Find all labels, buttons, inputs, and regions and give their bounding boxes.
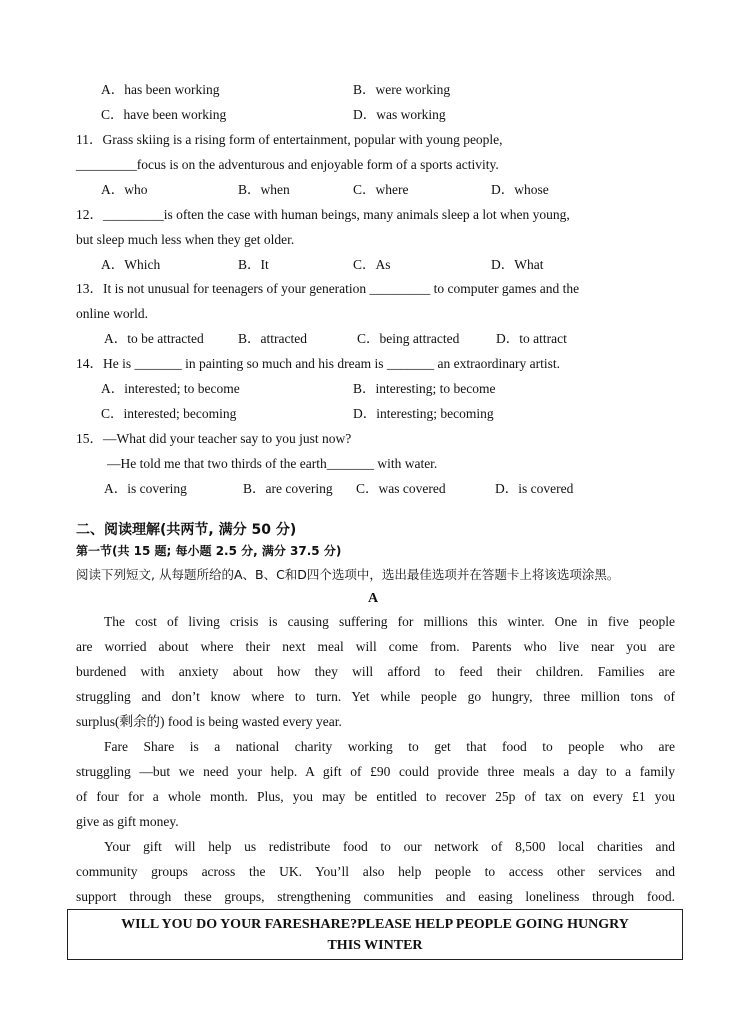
passage-p2-line1: Fare Share is a national charity working to get that food to people who are: [104, 739, 675, 754]
q11-option-c: C．where: [353, 182, 409, 197]
q15-option-c: C．was covered: [356, 481, 446, 496]
q14-option-d: D．interesting; becoming: [353, 406, 494, 421]
q12-option-b: B．It: [238, 257, 269, 272]
passage-p1-line1: The cost of living crisis is causing suffering for millions this winter. One in five people: [104, 614, 675, 629]
appeal-banner: [67, 909, 683, 960]
part-title: 第一节(共 15 题; 每小题 2.5 分, 满分 37.5 分): [76, 544, 342, 558]
q11-stem-line2: _________focus is on the adventurous and enjoyable form of a sports activity.: [76, 157, 499, 172]
passage-p1-line3: burdened with anxiety about how they will afford to feed their children. Families are: [76, 664, 675, 679]
passage-p2-line2: struggling —but we need your help. A gift of £90 could provide three meals a day to a family: [76, 764, 675, 779]
q12-option-d: D．What: [491, 257, 544, 272]
q13-option-d: D．to attract: [496, 331, 567, 346]
banner-line1: WILL YOU DO YOUR FARESHARE?PLEASE HELP PEOPLE GOING HUNGRY: [121, 917, 629, 932]
passage-label: A: [368, 591, 379, 606]
q15-option-d: D．is covered: [495, 481, 574, 496]
q12-stem-line1: 12．_________is often the case with human beings, many animals sleep a lot when young,: [76, 207, 570, 222]
q11-option-d: D．whose: [491, 182, 549, 197]
q13-option-a: A．to be attracted: [104, 331, 204, 346]
q14-stem-line1: 14．He is _______ in painting so much and his dream is _______ an extraordinary artist.: [76, 356, 561, 371]
banner-line2: THIS WINTER: [327, 938, 423, 953]
passage-p2-line4: give as gift money.: [76, 814, 179, 829]
q11-stem-line1: 11．Grass skiing is a rising form of entertainment, popular with young people,: [76, 132, 503, 147]
q12-option-c: C．As: [353, 257, 391, 272]
q14-option-c: C．interested; becoming: [101, 406, 237, 421]
section-title: 二、阅读理解(共两节, 满分 50 分): [76, 522, 297, 538]
q13-stem-line1: 13．It is not unusual for teenagers of your generation _________ to computer games and the: [76, 281, 580, 296]
q14-option-b: B．interesting; to become: [353, 381, 496, 396]
q10-option-d: D．was working: [353, 107, 446, 122]
passage-p2-line3: of four for a whole month. Plus, you may be entitled to recover 25p of tax on every £1 you: [76, 789, 675, 804]
q12-stem-line2: but sleep much less when they get older.: [76, 232, 295, 247]
instruction-text: 阅读下列短文, 从每题所给的A、B、C和D四个选项中，选出最佳选项并在答题卡上将该选项涂黑。: [76, 567, 620, 582]
q12-option-a: A．Which: [101, 257, 161, 272]
passage-p1-line5: surplus(剩余的) food is being wasted every year.: [76, 714, 342, 729]
q15-option-a: A．is covering: [104, 481, 187, 496]
q15-stem-line1: 15．—What did your teacher say to you just now?: [76, 431, 352, 446]
q10-option-b: B．were working: [353, 82, 451, 97]
q13-stem-line2: online world.: [76, 306, 148, 321]
q14-option-a: A．interested; to become: [101, 381, 240, 396]
q15-option-b: B．are covering: [243, 481, 333, 496]
passage-p3-line3: support through these groups, strengthening communities and easing loneliness through food.: [76, 889, 675, 904]
passage-p3-line1: Your gift will help us redistribute food to our network of 8,500 local charities and: [104, 839, 675, 854]
q11-option-a: A．who: [101, 182, 148, 197]
q11-option-b: B．when: [238, 182, 290, 197]
passage-p3-line2: community groups across the UK. You’ll also help people to access other services and: [76, 864, 675, 879]
passage-p1-line2: are worried about where their next meal will come from. Parents who live near you are: [76, 639, 675, 654]
q15-stem-line2: —He told me that two thirds of the earth_______ with water.: [107, 456, 438, 471]
passage-p1-line4: struggling and don’t know where to turn. Yet while people go hungry, three million tons of: [76, 689, 675, 704]
q10-option-c: C．have been working: [101, 107, 227, 122]
q13-option-b: B．attracted: [238, 331, 307, 346]
q10-option-a: A．has been working: [101, 82, 220, 97]
q13-option-c: C．being attracted: [357, 331, 460, 346]
